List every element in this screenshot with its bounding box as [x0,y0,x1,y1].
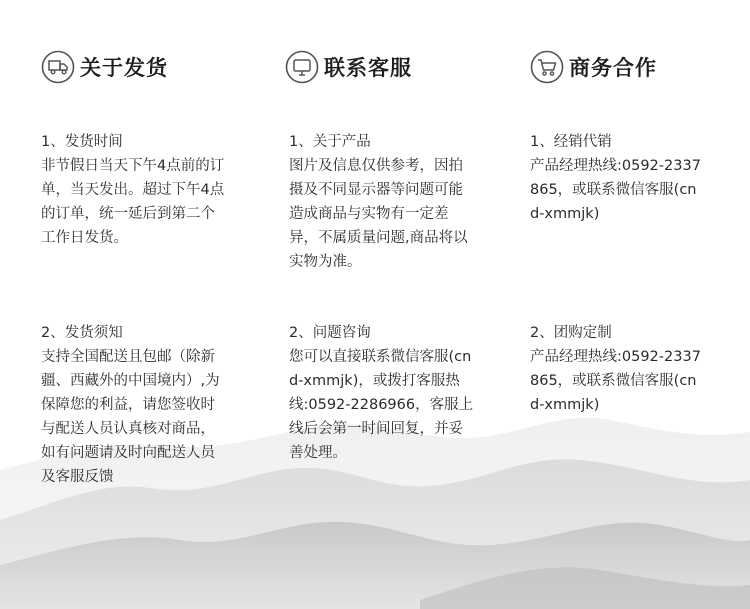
info-text: 图片及信息仅供参考，因拍摄及不同显示器等问题可能造成商品与实物有一定差异，不属质量问题,商品将以实物为准。 [289,158,468,270]
section-title: 联系客服 [324,56,412,80]
info-block [530,321,705,417]
section-header [285,50,412,84]
info-block [530,130,705,226]
info-text: 非节假日当天下午4点前的订单，当天发出。超过下午4点的订单，统一延后到第二个工作日发货。 [41,158,225,246]
section-header [41,50,168,84]
shopping-cart-icon [530,50,564,84]
delivery-truck-icon [41,50,75,84]
info-block [41,130,226,250]
info-title: 1、经销代销 [530,134,612,150]
info-title: 1、关于产品 [289,134,371,150]
info-block [289,321,474,465]
info-text: 支持全国配送且包邮（除新疆、西藏外的中国境内）,为保障您的利益，请您签收时与配送人员认真核对商品，如有问题请及时向配送人员及客服反馈 [41,349,220,485]
info-title: 2、发货须知 [41,325,123,341]
section-title: 关于发货 [80,56,168,80]
info-block [289,130,474,274]
info-text: 您可以直接联系微信客服(cnd-xmmjk)，或拨打客服热线:0592-2286966，客服上线后会第一时间回复，并妥善处理。 [289,349,474,461]
section-header [530,50,657,84]
info-text: 产品经理热线:0592-2337865，或联系微信客服(cnd-xmmjk) [530,158,701,222]
info-block [41,321,226,489]
info-text: 产品经理热线:0592-2337865，或联系微信客服(cnd-xmmjk) [530,349,701,413]
section-title: 商务合作 [569,56,657,80]
info-title: 2、团购定制 [530,325,612,341]
info-title: 2、问题咨询 [289,325,371,341]
info-title: 1、发货时间 [41,134,123,150]
monitor-icon [285,50,319,84]
